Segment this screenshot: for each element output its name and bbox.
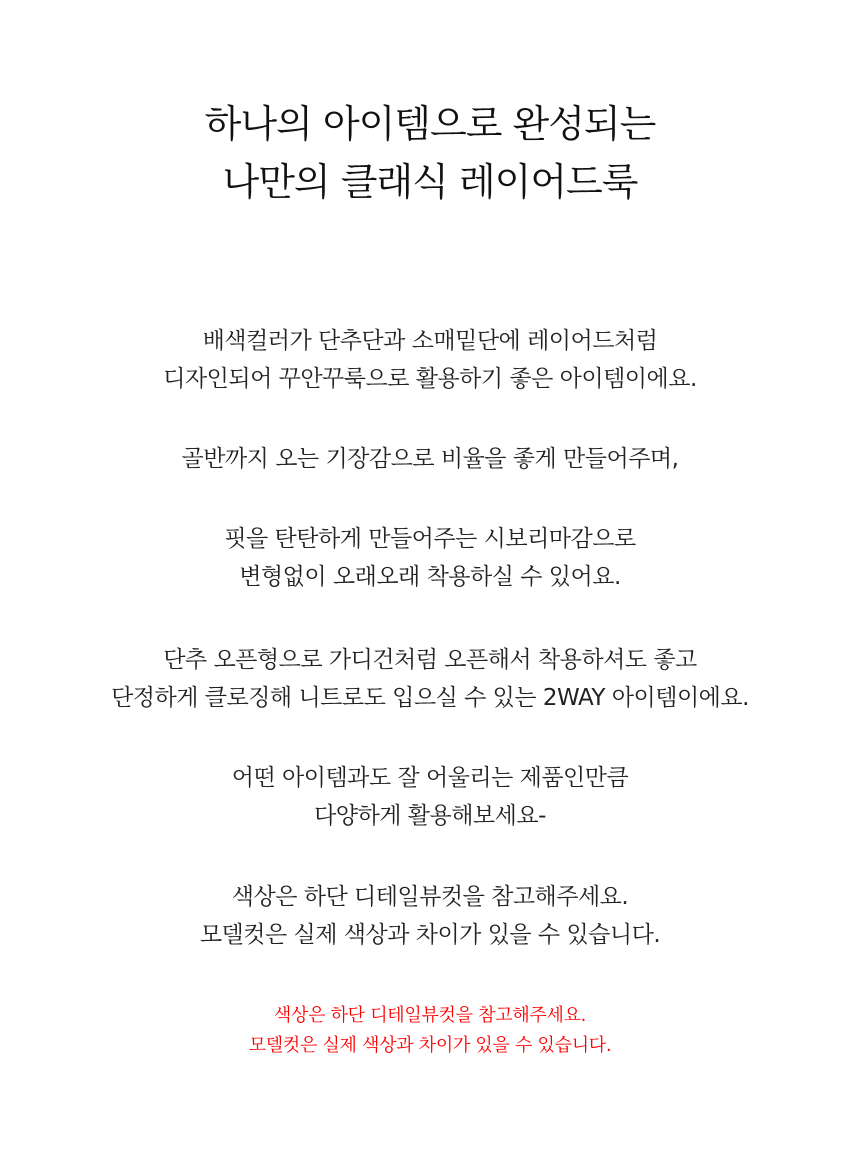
paragraph-length bbox=[0, 440, 860, 478]
paragraph-line: 변형없이 오래오래 착용하실 수 있어요. bbox=[239, 564, 621, 590]
paragraph-2way bbox=[0, 641, 860, 717]
paragraph-line: 색상은 하단 디테일뷰컷을 참고해주세요. bbox=[231, 884, 629, 910]
paragraph-color-note bbox=[0, 878, 860, 954]
notice-line: 색상은 하단 디테일뷰컷을 참고해주세요. bbox=[273, 1005, 587, 1026]
paragraph-line: 배색컬러가 단추단과 소매밑단에 레이어드처럼 bbox=[202, 328, 658, 354]
paragraph-line: 모델컷은 실제 색상과 차이가 있을 수 있습니다. bbox=[199, 922, 661, 948]
paragraph-layered-design bbox=[0, 322, 860, 398]
paragraph-ribbed-finish bbox=[0, 520, 860, 596]
paragraph-line: 단정하게 클로징해 니트로도 입으실 수 있는 2WAY 아이템이에요. bbox=[111, 685, 749, 711]
paragraph-line: 핏을 탄탄하게 만들어주는 시보리마감으로 bbox=[224, 526, 636, 552]
notice-line: 모델컷은 실제 색상과 차이가 있을 수 있습니다. bbox=[248, 1035, 612, 1056]
paragraph-line: 어떤 아이템과도 잘 어울리는 제품인만큼 bbox=[231, 765, 629, 791]
headline bbox=[0, 95, 860, 211]
headline-line-1: 하나의 아이템으로 완성되는 bbox=[204, 102, 656, 146]
paragraph-line: 디자인되어 꾸안꾸룩으로 활용하기 좋은 아이템이에요. bbox=[163, 366, 697, 392]
paragraph-line: 단추 오픈형으로 가디건처럼 오픈해서 착용하셔도 좋고 bbox=[163, 647, 697, 673]
color-notice-red bbox=[0, 1001, 860, 1061]
headline-line-2: 나만의 클래식 레이어드룩 bbox=[222, 160, 638, 204]
paragraph-styling bbox=[0, 759, 860, 835]
paragraph-line: 골반까지 오는 기장감으로 비율을 좋게 만들어주며, bbox=[181, 446, 679, 472]
paragraph-line: 다양하게 활용해보세요- bbox=[314, 803, 546, 829]
